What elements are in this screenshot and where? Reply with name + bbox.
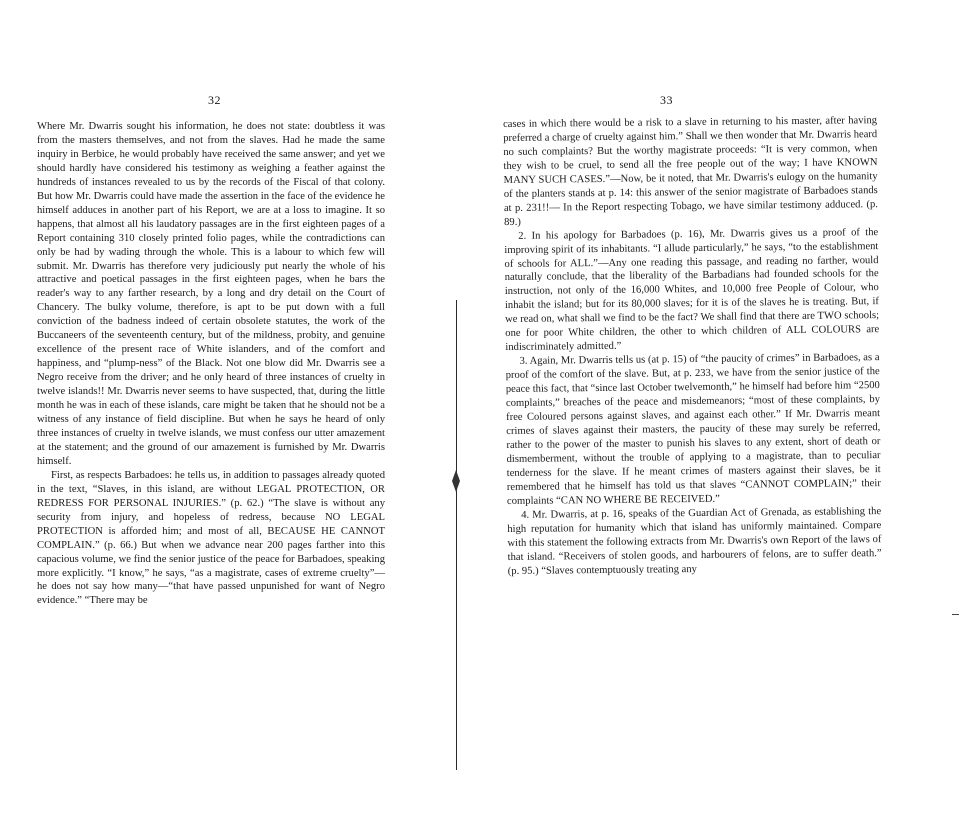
paragraph: 3. Again, Mr. Dwarris tells us (at p. 15) of “the paucity of crimes” in Barbadoes, as a proof of the comfort of the slave. But, at p. 233, we have from the senior justice of the peace this fact, that “since last October twelvemonth,” he himself had before him “2500 complaints,” breaches of the peace and misdemeanors; “most of these complaints, by free Coloured persons against slaves, and against each other.” If Mr. Dwarris meant crimes of slaves against their masters, the paucity of these may surely be referred, rather to the power of the master to punish his slaves to any extent, short of death or dismemberment, without the trouble of applying to a magistrate, than to peculiar tenderness for the slave. If he meant crimes of masters against their slaves, be it remembered that he himself has told us that slaves “CANNOT COMPLAIN;” their complaints “CAN NO WHERE BE RECEIVED.” [505, 352, 881, 507]
book-spine-divider [456, 300, 457, 770]
paragraph: cases in which there would be a risk to a slave in returning to his master, after having preferred a charge of cruelty against him.” Shall we then wonder that Mr. Dwarris heard no such complaints? But the worthy magistrate proceeds: “It is very common, when they wish to be cruel, to send all the free people out of the way; I have KNOWN MANY SUCH CASES.”—Now, be it noted, that Mr. Dwarris's eulogy on the humanity of the planters stands at p. 14: this answer of the senior magistrate of Barbadoes stands at p. 231!!— In the Report respecting Tobago, we have similar testimony adduced. (p. 89.) [503, 115, 878, 228]
right-page-text [503, 114, 882, 578]
paragraph: Where Mr. Dwarris sought his information, he does not state: doubtless it was from the masters themselves, and not from the slaves. Had he made the same inquiry in Berbice, he would probably have received the same answer; and yet we should hardly have considered his testimony as weighing a feather against the hundreds of instances revealed to us by the records of the Fiscal of that colony. But how Mr. Dwarris could have made the assertion in the face of the evidence he himself adduces in another part of his Report, we are at a loss to imagine. It so happens, that almost all his laudatory passages are in the first eighteen pages of a Report containing 310 closely printed folio pages, while the contradictions can only be had by wading through the whole. This is a labour to which few will submit. Mr. Dwarris has therefore very judiciously put nearly the whole of his attractive and poetical passages in the first eighteen pages, when he bars the reader's way to any farther research, by a long and dry detail on the Court of Chancery. The bulky volume, therefore, is apt to be put down with a full conviction of the badness indeed of certain obsolete statutes, the work of the Buccaneers of the seventeenth century, but of the mildness, probity, and genuine excellence of the present race of White islanders, and of the comfort and happiness, and “plump-ness” of the Black. Not one blow did Mr. Dwarris see a Negro receive from the driver; and he only heard of three instances of cruelty in twelve islands!! Mr. Dwarris never seems to have suspected, that, during the little month he was in each of these islands, care might be taken that he should not be a witness of any instance of field discipline. But when he says he heard of only three instances of cruelty in twelve islands, we must confess our utter amazement at the statement; and the ground of our amazement is furnished by Mr. Dwarris himself. [37, 121, 385, 467]
page-number-right: 33 [660, 93, 673, 107]
paragraph: 4. Mr. Dwarris, at p. 16, speaks of the Guardian Act of Grenada, as establishing the high reputation for humanity which that island has uniformly maintained. Compare with this statement the following extracts from Mr. Dwarris's own Report of the laws of that island. “Receivers of stolen goods, and harbourers of felons, are to suffer death.” (p. 95.) “Slaves contemptuously treating any [507, 505, 882, 577]
page-number-left: 32 [208, 93, 221, 107]
left-page-text [37, 120, 385, 608]
margin-mark [952, 614, 959, 615]
paragraph: First, as respects Barbadoes: he tells us, in addition to passages already quoted in the text, “Slaves, in this island, are without LEGAL PROTECTION, OR REDRESS FOR PERSONAL INJURIES.” (p. 62.) “The slave is without any security from injury, and hopeless of redress, because NO LEGAL PROTECTION is afforded him; and most of all, BECAUSE HE CANNOT COMPLAIN.” (p. 66.) But when we advance near 200 pages farther into this capacious volume, we find the senior justice of the peace for Barbadoes, speaking more explicitly. “I know,” he says, “as a magistrate, cases of extreme cruelty”—he does not say how many—“that have passed unpunished for want of Negro evidence.” “There may be [37, 469, 385, 607]
right-page [466, 0, 980, 822]
paragraph: 2. In his apology for Barbadoes (p. 16), Mr. Dwarris gives us a proof of the improving spirit of its inhabitants. “I allude particularly,” he says, “to the establishment of schools for ALL.”—Any one reading this passage, and reading no farther, would naturally conclude, that the liberality of the Barbadians had founded schools for the instruction, not only of the 16,000 Whites, and 10,000 free People of Colour, who inhabit the island; but for its 80,000 slaves; for it is of the slaves he is treating. But, if we read on, what shall we find to be the fact? We shall find that there are TWO schools; one for poor White children, the other to which children of ALL COLOURS are indiscriminately admitted.” [504, 226, 880, 354]
left-page [0, 0, 460, 822]
